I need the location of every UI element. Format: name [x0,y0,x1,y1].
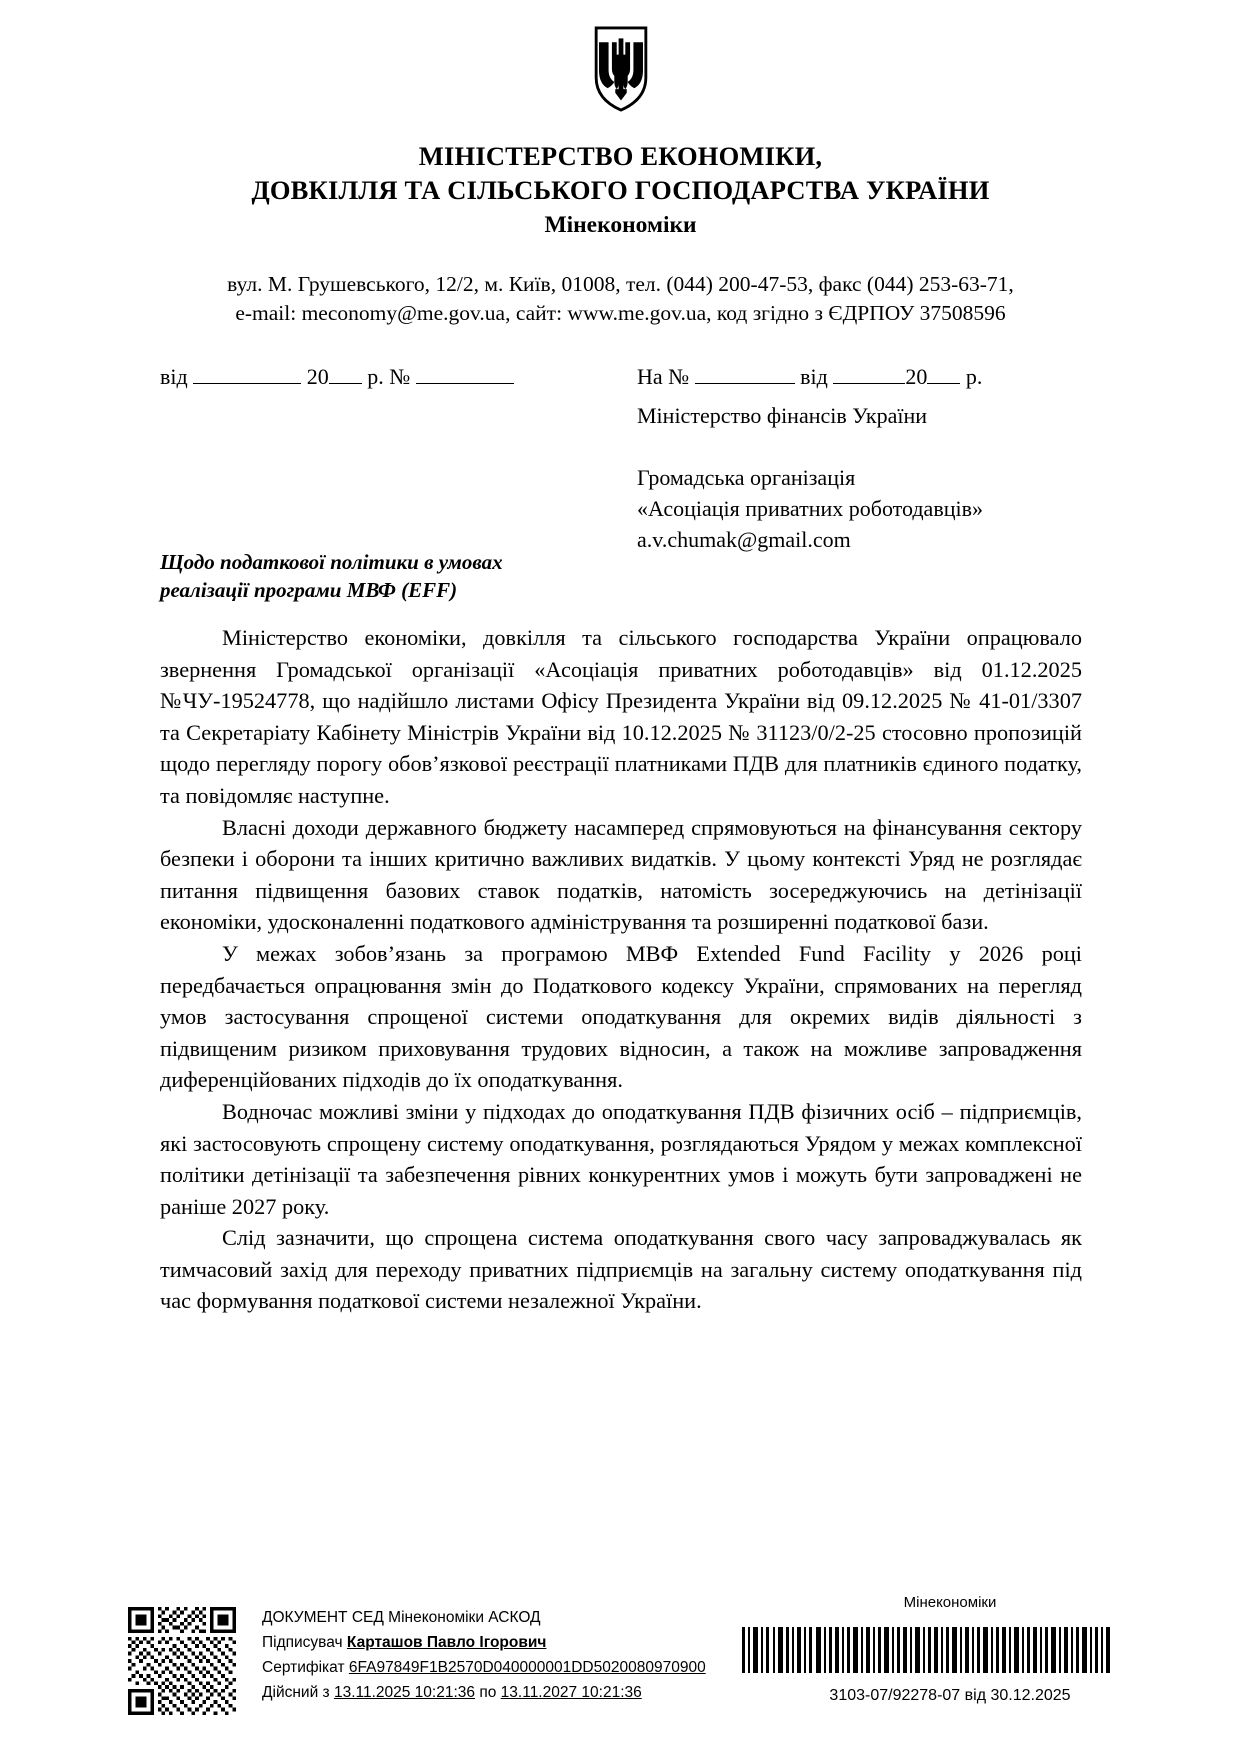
validity-mid-label: по [479,1684,497,1701]
certificate-row [262,1655,706,1680]
outgoing-vid-label: від [160,364,188,389]
letter-body [160,622,1082,1317]
incoming-year-label: 20 [905,364,928,389]
barcode-icon [740,1627,1116,1673]
addressee-org-name: «Асоціація приватних роботодавців» [637,496,983,521]
registration-block [740,1593,1160,1707]
addressee-org-type: Громадська організація [637,465,856,490]
org-title-line-2: ДОВКІЛЛЯ ТА СІЛЬСЬКОГО ГОСПОДАРСТВА УКРАЇНИ [251,175,990,205]
addressee-spacer [637,431,1107,462]
org-title-line-1: МІНІСТЕРСТВО ЕКОНОМІКИ, [418,141,823,171]
addressee-email: a.v.chumak@gmail.com [637,527,851,552]
organisation-title [0,139,1241,207]
certificate-label: Сертифікат [262,1659,345,1676]
qr-code-icon [128,1607,236,1715]
registration-org-label: Мінекономіки [903,1594,997,1611]
contact-line-email: e-mail: meconomy@me.gov.ua, сайт: www.me.gov.ua, код згідно з ЄДРПОУ 37508596 [235,301,1006,325]
outgoing-year-label: 20 [306,364,329,389]
contact-line-address: вул. М. Грушевського, 12/2, м. Київ, 01008, тел. (044) 200-47-53, факс (044) 253-63-71, [227,272,1014,296]
validity-row [262,1680,706,1705]
contact-details [0,270,1241,328]
outgoing-reference [160,364,514,390]
incoming-date-blank[interactable] [833,383,905,384]
validity-label: Дійсний з [262,1684,330,1701]
body-paragraph-1: Міністерство економіки, довкілля та сільського господарства України опрацювало звернення Громадської організації «Асоціація приватних роботодавців» від 01.12.2025 №ЧУ-19524778, що надійшло листами Офісу Президента України від 09.12.2025 № 41-01/3307 та Секретаріату Кабінету Міністрів України від 10.12.2025 № 31123/0/2-25 стосовно пропозицій щодо перегляду порогу обов’язкової реєстрації платниками ПДВ для платників єдиного податку, та повідомляє наступне. [160,625,1082,808]
signer-name: Карташов Павло Ігорович [346,1634,547,1651]
incoming-na-label: На № [637,364,690,389]
incoming-r-label: р. [965,364,983,389]
body-paragraph-2: Власні доходи державного бюджету насамперед спрямовуються на фінансування сектору безпеки і оборони та інших критично важливих видатків. У цьому контексті Уряд не розглядає питання підвищення базових ставок податків, натомість зосереджуючись на детінізації економіки, удосконаленні податкового адміністрування та розширенні податкової бази. [160,814,1082,935]
signer-row [262,1630,706,1655]
ukraine-trident-coat-of-arms-icon [592,26,650,112]
emblem-container [0,0,1241,117]
addressee-block [637,400,1107,555]
validity-from: 13.11.2025 10:21:36 [333,1684,476,1701]
certificate-number: 6FA97849F1B2570D040000001DD5020080970900 [348,1659,706,1676]
subject-line-2: реалізації програми МВФ (EFF) [160,578,458,602]
signature-footer [0,1555,1241,1754]
outgoing-number-blank[interactable] [416,383,514,384]
subject-line-1: Щодо податкової політики в умовах [160,550,503,574]
outgoing-number-label: р. № [367,364,411,389]
signature-details [262,1605,706,1705]
outgoing-date-blank[interactable] [193,383,301,384]
organisation-short-name: Мінекономіки [544,212,697,238]
reference-line [0,364,1241,396]
outgoing-year-blank[interactable] [329,383,362,384]
body-paragraph-5: Слід зазначити, що спрощена система оподаткування свого часу запроваджувалась як тимчасовий захід для переходу приватних підприємців на загальну систему оподаткування під час формування податкової системи незалежної України. [160,1225,1082,1314]
signer-label: Підписувач [262,1634,343,1651]
validity-to: 13.11.2027 10:21:36 [500,1684,642,1701]
document-system-label: ДОКУМЕНТ СЕД Мінекономіки АСКОД [262,1609,541,1626]
body-paragraph-4: Водночас можливі зміни у підходах до оподаткування ПДВ фізичних осіб – підприємців, які застосовують спрощену систему оподаткування, розглядаються Урядом у межах комплексної політики детінізації та забезпечення рівних конкурентних умов і можуть бути запроваджені не раніше 2027 року. [160,1098,1082,1219]
document-registration-number: 3103-07/92278-07 від 30.12.2025 [829,1687,1071,1704]
incoming-year-blank[interactable] [927,383,960,384]
addressee-ministry: Міністерство фінансів України [637,403,928,428]
subject-heading [160,548,590,604]
incoming-reference [637,364,982,390]
incoming-vid-label: від [800,364,828,389]
incoming-number-blank[interactable] [695,383,795,384]
body-paragraph-3: У межах зобов’язань за програмою МВФ Extended Fund Facility у 2026 році передбачається опрацювання змін до Податкового кодексу України, спрямованих на перегляд умов застосування спрощеної системи оподаткування для окремих видів діяльності з підвищеним ризиком приховування трудових відносин, а також на можливе запровадження диференційованих підходів до їх оподаткування. [160,940,1082,1093]
